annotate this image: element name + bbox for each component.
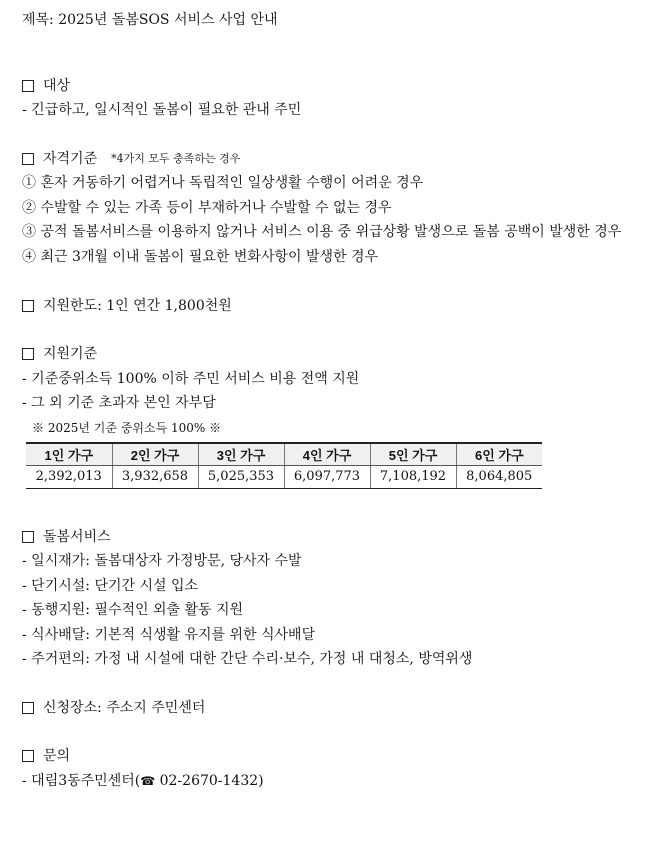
section-apply-heading — [22, 696, 628, 721]
table-header-cell: 1인 가구 — [26, 443, 112, 466]
service-item: - 일시재가: 돌봄대상자 가정방문, 당사자 수발 — [22, 553, 302, 569]
spacer — [22, 720, 628, 744]
checkbox-square-icon — [22, 531, 34, 543]
section-heading-text: 지원한도: 1인 연간 1,800천원 — [43, 297, 232, 314]
criteria-item: ① 혼자 거동하기 어렵거나 독립적인 일상생활 수행이 어려운 경우 — [22, 175, 424, 191]
section-target-heading — [22, 74, 628, 99]
criteria-item: ④ 최근 3개월 이내 돌봄이 필요한 변화사항이 발생한 경우 — [22, 249, 379, 265]
table-cell: 6,097,773 — [284, 465, 370, 488]
section-contact-heading — [22, 744, 628, 769]
spacer — [22, 489, 628, 525]
spacer — [22, 672, 628, 696]
table-header-row — [26, 443, 542, 466]
table-header-cell: 3인 가구 — [198, 443, 284, 466]
table-header-cell: 4인 가구 — [284, 443, 370, 466]
section-heading-text: 돌봄서비스 — [43, 528, 111, 545]
criteria-note: *4가지 모두 충족하는 경우 — [111, 151, 241, 165]
checkbox-square-icon — [22, 348, 34, 360]
service-item: - 동행지원: 필수적인 외출 활동 지원 — [22, 602, 244, 618]
section-heading-text: 지원기준 — [43, 346, 98, 362]
document — [22, 8, 628, 793]
table-cell: 7,108,192 — [370, 465, 456, 488]
table-header-cell: 6인 가구 — [456, 443, 542, 466]
checkbox-square-icon — [22, 750, 34, 762]
service-item: - 주거편의: 가정 내 시설에 대한 간단 수리·보수, 가정 내 대청소, 방역위생 — [22, 651, 473, 667]
document-title: 제목: 2025년 돌봄SOS 서비스 사업 안내 — [22, 12, 278, 28]
table-cell: 2,392,013 — [26, 465, 112, 488]
criteria-item: ③ 공적 돌봄서비스를 이용하지 않거나 서비스 이용 중 위급상황 발생으로 돌봄 공백이 발생한 경우 — [22, 224, 622, 240]
section-heading-text: 대상 — [43, 77, 71, 94]
section-limit-heading — [22, 294, 628, 319]
spacer — [22, 270, 628, 294]
section-criteria-heading — [22, 147, 628, 172]
target-item: - 긴급하고, 일시적인 돌봄이 필요한 관내 주민 — [22, 102, 302, 118]
checkbox-square-icon — [22, 153, 34, 165]
table-header-cell: 5인 가구 — [370, 443, 456, 466]
service-item: - 단기시설: 단기간 시설 입소 — [22, 577, 199, 594]
spacer — [22, 123, 628, 147]
checkbox-square-icon — [22, 300, 34, 312]
median-income-table — [26, 442, 542, 489]
table-row — [26, 465, 542, 488]
section-services-heading — [22, 525, 628, 550]
income-notice: ※ 2025년 기준 중위소득 100% ※ — [32, 420, 222, 435]
criteria-item: ② 수발할 수 있는 가족 등이 부재하거나 수발할 수 없는 경우 — [22, 199, 392, 216]
contact-line — [22, 769, 628, 794]
support-item: - 기준중위소득 100% 이하 주민 서비스 비용 전액 지원 — [22, 370, 360, 387]
section-heading-text: 자격기준 — [43, 150, 98, 167]
spacer — [22, 318, 628, 342]
table-cell: 3,932,658 — [112, 465, 198, 488]
table-header-cell: 2인 가구 — [112, 443, 198, 466]
table-cell: 5,025,353 — [198, 465, 284, 488]
phone-icon: ☎ — [140, 773, 156, 788]
table-cell: 8,064,805 — [456, 465, 542, 488]
support-item: - 그 외 기준 초과자 본인 자부담 — [22, 395, 216, 411]
service-item: - 식사배달: 기본적 식생활 유지를 위한 식사배달 — [22, 626, 316, 643]
section-heading-text: 문의 — [43, 748, 71, 764]
checkbox-square-icon — [22, 80, 34, 92]
checkbox-square-icon — [22, 702, 34, 714]
section-support-heading — [22, 342, 628, 367]
contact-prefix: - 대림3동주민센터( — [22, 772, 141, 789]
section-heading-text: 신청장소: 주소지 주민센터 — [43, 699, 206, 716]
spacer — [22, 33, 628, 74]
contact-phone: 02-2670-1432) — [155, 772, 264, 789]
